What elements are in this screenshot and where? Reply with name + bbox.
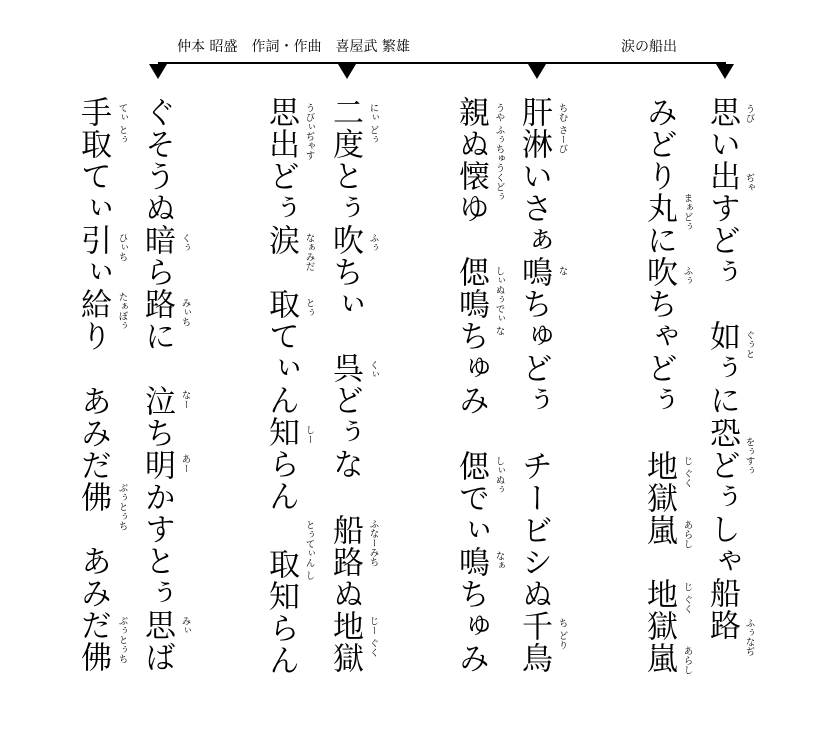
ruby-reading: ふなーみち xyxy=(367,519,379,567)
ruby-reading: ちむ さーび xyxy=(556,103,568,154)
ruby-reading: とぅ xyxy=(303,298,315,317)
ruby-reading: ふぅなぢ xyxy=(743,618,755,656)
ruby-reading: てぃ とぅ xyxy=(116,103,128,145)
verse1-line1-cont: 恐どぅしゃ船路 xyxy=(704,417,740,641)
ruby-reading: しぃぬぅでぃ な xyxy=(493,266,505,336)
ruby-reading: あらし xyxy=(681,520,693,549)
ruby-reading: しー xyxy=(303,425,315,444)
ruby-reading: ふぅ xyxy=(681,266,693,285)
ruby-reading: うびぃぢゃす xyxy=(303,103,315,160)
verse2-line2-cont: 偲でぃ鳴ちゅみ xyxy=(453,450,489,674)
ruby-reading: あー xyxy=(179,454,191,473)
verse3-line2: 思出どぅ涙 取てぃん知らん xyxy=(263,96,299,512)
ruby-reading: ぐぅと xyxy=(743,330,755,359)
verse1-line1: 思い出すどぅ 如ぅに xyxy=(704,96,740,416)
ruby-reading: みぃち xyxy=(179,298,191,327)
ruby-reading: みぃ xyxy=(179,616,191,635)
verse2-line1-cont: チービシぬ千鳥 xyxy=(516,450,552,674)
ruby-reading: なー xyxy=(179,390,191,409)
ruby-reading: まぁどぅ xyxy=(681,193,693,231)
verse-marker-3 xyxy=(528,64,546,79)
verse4-line2: 手取てぃ引ぃ給り xyxy=(75,96,111,352)
verse-marker-2 xyxy=(338,64,356,79)
ruby-reading: うび xyxy=(743,104,755,123)
ruby-reading: くぃ xyxy=(367,360,379,379)
verse1-line2: みどり丸に吹ちゃどぅ xyxy=(641,96,677,416)
verse4-line1-cont: 泣ち明かすとぅ思ば xyxy=(139,385,175,673)
verse-marker-1 xyxy=(149,64,167,79)
ruby-reading: たぁぼぅ xyxy=(116,292,128,330)
ruby-reading: うや ふぅちゅうくどぅ xyxy=(493,103,505,202)
ruby-reading: じ ぐく xyxy=(681,456,693,488)
ruby-reading: とぅてぃん し xyxy=(303,520,315,581)
ruby-reading: くぅ xyxy=(179,233,191,252)
lyric-credit: 仲本 昭盛 作詞・作曲 喜屋武 繁雄 xyxy=(177,39,410,55)
ruby-reading: な xyxy=(556,266,568,276)
verse2-line1: 肝淋いさぁ鳴ちゅどぅ xyxy=(516,96,552,416)
ruby-reading: じ ぐく xyxy=(681,582,693,614)
ruby-reading: ふぅ xyxy=(367,233,379,252)
verse3-line2-cont: 取知らん xyxy=(263,548,299,676)
ruby-reading: なぁ xyxy=(493,551,505,570)
verse3-line1-cont: 船路ぬ地獄 xyxy=(327,514,363,674)
ruby-reading: ぢゃ xyxy=(743,173,755,192)
verse4-line1: ぐそうぬ暗ら路に xyxy=(139,96,175,352)
ruby-reading: なぁみだ xyxy=(303,233,315,271)
verse4-line2-cont: あみだ佛 あみだ佛 xyxy=(75,385,111,673)
ruby-reading: あらし xyxy=(681,646,693,675)
ruby-reading: をぅすぅ xyxy=(743,437,755,475)
ruby-reading: じー ぐく xyxy=(367,616,379,658)
verse2-line2: 親ぬ懐ゆ 偲鳴ちゅみ xyxy=(453,96,489,416)
song-title: 涙の船出 xyxy=(621,39,677,55)
ruby-reading: にぃ どぅ xyxy=(367,103,379,145)
verse-marker-4 xyxy=(716,64,734,79)
verse1-line2-cont: 地獄嵐 地獄嵐 xyxy=(641,450,677,674)
ruby-reading: ぶぅとぅち xyxy=(116,483,128,531)
verse-divider-line xyxy=(158,62,726,64)
ruby-reading: ち どり xyxy=(556,618,568,650)
verse3-line1: 二度とぅ吹ちぃ 呉どぅな xyxy=(327,96,363,480)
ruby-reading: ぶぅとぅち xyxy=(116,616,128,664)
ruby-reading: しぃぬぅ xyxy=(493,456,505,494)
ruby-reading: ひぃち xyxy=(116,233,128,262)
